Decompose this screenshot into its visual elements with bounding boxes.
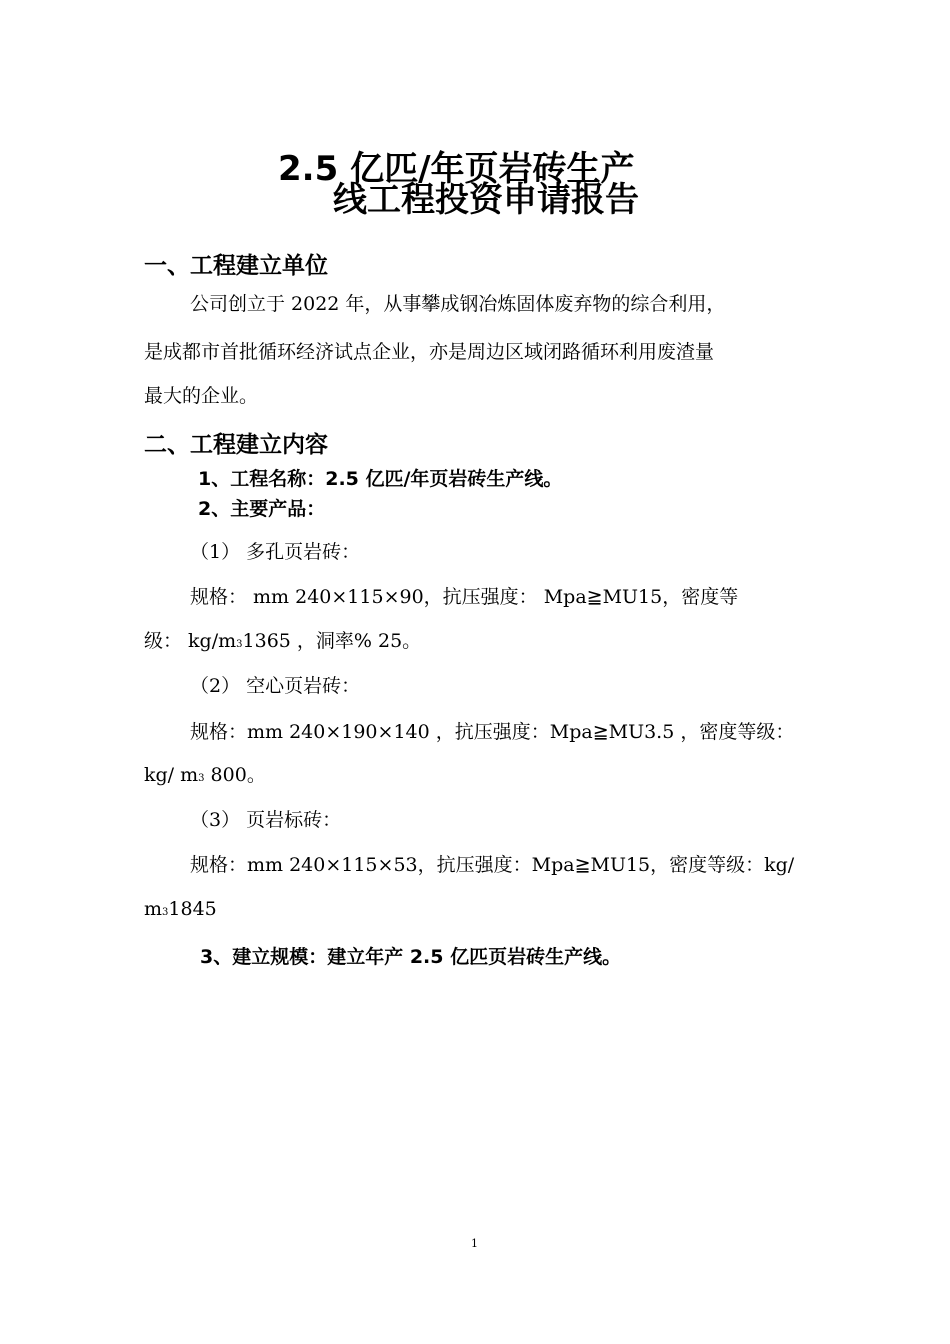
product2-spec-line2-sup: 3 — [198, 773, 205, 784]
product3-spec-line2-b: 1845 — [168, 898, 217, 920]
product3-spec-line2-sup: 3 — [162, 907, 169, 918]
product1-spec-line2-sup: 3 — [236, 639, 243, 650]
product2-spec-line1: 规格：mm 240×190×140 ，抗压强度：Mpa≧MU3.5 ，密度等级： — [190, 721, 795, 743]
product1-spec-line2-b: 1365 ，洞率% 25。 — [242, 630, 422, 652]
section1-paragraph-line1: 公司创立于 2022 年，从事攀成钢冶炼固体废弃物的综合利用， — [190, 293, 726, 315]
construction-scale-item: 3、建立规模：建立年产 2.5 亿匹页岩砖生产线。 — [200, 946, 622, 968]
product3-spec-line2 — [144, 896, 217, 926]
product1-name: （1） 多孔页岩砖： — [190, 541, 361, 563]
project-name-item: 1、工程名称：2.5 亿匹/年页岩砖生产线。 — [198, 468, 563, 490]
product3-spec-line2-a: m — [144, 898, 163, 920]
product3-name: （3） 页岩标砖： — [190, 809, 342, 831]
section1-heading: 一、工程建立单位 — [144, 253, 328, 279]
document-title-line1: 2.5 亿匹/年页岩砖生产 — [278, 149, 635, 189]
product1-spec-line1: 规格： mm 240×115×90，抗压强度： Mpa≧MU15，密度等 — [190, 586, 739, 608]
section1-paragraph-line3: 最大的企业。 — [144, 385, 259, 407]
document-title-line2: 线工程投资申请报告 — [333, 180, 639, 220]
section1-paragraph-line2: 是成都市首批循环经济试点企业，亦是周边区域闭路循环利用废渣量 — [144, 341, 715, 363]
product2-spec-line2-a: kg/ m — [144, 764, 199, 786]
section2-heading: 二、工程建立内容 — [144, 432, 328, 458]
product1-spec-line2 — [144, 628, 421, 658]
product2-spec-line2 — [144, 762, 266, 792]
main-products-item: 2、主要产品： — [198, 498, 326, 520]
product1-spec-line2-a: 级： kg/m — [144, 630, 237, 652]
product2-spec-line2-b: 800。 — [204, 764, 266, 786]
product3-spec-line1: 规格：mm 240×115×53，抗压强度：Mpa≧MU15，密度等级：kg/ — [190, 854, 795, 876]
page-number: 1 — [471, 1237, 478, 1250]
product2-name: （2） 空心页岩砖： — [190, 675, 361, 697]
